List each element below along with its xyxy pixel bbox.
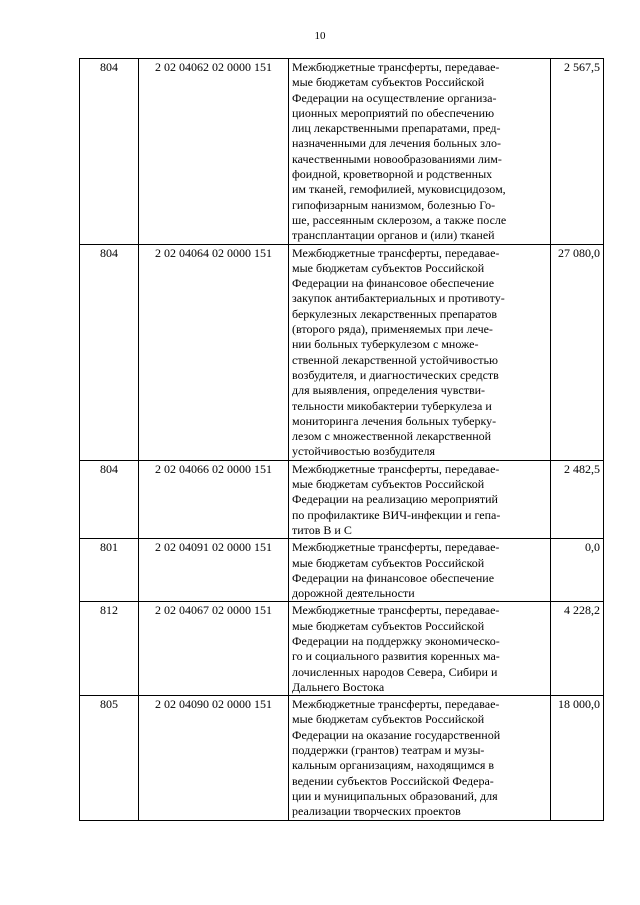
description-line: (второго ряда), применяемых при лече- — [292, 322, 493, 337]
amount-cell: 27 080,0 — [551, 244, 604, 460]
page-number: 10 — [314, 30, 326, 42]
budget-code-cell: 2 02 04064 02 0000 151 — [139, 244, 289, 460]
description-line: гипофизарным нанизмом, болезнью Го- — [292, 197, 496, 212]
amount-cell: 2 567,5 — [551, 59, 604, 245]
table-row — [80, 696, 604, 820]
description-line: мые бюджетам субъектов Российской — [292, 618, 485, 633]
description-line: Федерации на финансовое обеспечение — [292, 276, 495, 291]
table-row — [80, 539, 604, 602]
description-line: го и социального развития коренных ма- — [292, 649, 500, 664]
description-cell — [289, 244, 551, 460]
description-cell — [289, 460, 551, 538]
description-line: мые бюджетам субъектов Российской — [292, 477, 485, 492]
description-line: Межбюджетные трансферты, передавае- — [292, 60, 500, 74]
description-line: Федерации на оказание государственной — [292, 727, 501, 742]
description-line: реализации творческих проектов — [292, 804, 461, 819]
budget-code-cell: 2 02 04091 02 0000 151 — [139, 539, 289, 602]
admin-code-cell: 804 — [80, 244, 139, 460]
description-line: нии больных туберкулезом с множе- — [292, 337, 479, 352]
description-line: Федерации на реализацию мероприятий — [292, 492, 498, 507]
description-line: назначенными для лечения больных зло- — [292, 136, 502, 151]
description-line: ственной лекарственной устойчивостью — [292, 352, 498, 367]
table-row — [80, 59, 604, 245]
description-line: лочисленных народов Севера, Сибири и — [292, 664, 498, 679]
description-line: им тканей, гемофилией, муковисцидозом, — [292, 182, 506, 197]
admin-code-cell: 801 — [80, 539, 139, 602]
description-line: беркулезных лекарственных препаратов — [292, 306, 498, 321]
admin-code-cell: 812 — [80, 602, 139, 696]
description-line: мониторинга лечения больных туберку- — [292, 413, 497, 428]
description-line: Федерации на осуществление организа- — [292, 90, 497, 105]
description-line: кальным организациям, находящимся в — [292, 758, 495, 773]
description-line: ции и муниципальных образований, для — [292, 788, 498, 803]
description-line: поддержки (грантов) театрам и музы- — [292, 743, 485, 758]
description-line: Дальнего Востока — [292, 679, 385, 694]
description-line: по профилактике ВИЧ-инфекции и гепа- — [292, 507, 501, 522]
description-line: фоидной, кроветворной и родственных — [292, 167, 493, 182]
description-cell — [289, 696, 551, 820]
description-line: мые бюджетам субъектов Российской — [292, 260, 485, 275]
description-line: лиц лекарственными препаратами, пред- — [292, 121, 501, 136]
table-row — [80, 244, 604, 460]
description-line: Межбюджетные трансферты, передавае- — [292, 245, 500, 260]
description-line: ше, рассеянным склерозом, а также после — [292, 212, 507, 227]
admin-code-cell: 805 — [80, 696, 139, 820]
description-line: мые бюджетам субъектов Российской — [292, 555, 485, 570]
description-line: ционных мероприятий по обеспечению — [292, 105, 495, 120]
description-line: Федерации на поддержку экономическо- — [292, 633, 500, 648]
admin-code-cell: 804 — [80, 59, 139, 245]
description-line: качественными новообразованиями лим- — [292, 151, 502, 166]
description-line: ведении субъектов Российской Федера- — [292, 773, 494, 788]
description-cell — [289, 59, 551, 245]
description-line: устойчивостью возбудителя — [292, 444, 436, 459]
description-line: Межбюджетные трансферты, передавае- — [292, 540, 500, 555]
budget-code-cell: 2 02 04067 02 0000 151 — [139, 602, 289, 696]
description-line: для выявления, определения чувстви- — [292, 383, 486, 398]
budget-code-cell: 2 02 04090 02 0000 151 — [139, 696, 289, 820]
description-line: Межбюджетные трансферты, передавае- — [292, 461, 500, 476]
budget-table — [79, 58, 604, 821]
description-line: закупок антибактериальных и противоту- — [292, 291, 505, 306]
description-line: Межбюджетные трансферты, передавае- — [292, 603, 500, 618]
table-row — [80, 460, 604, 538]
description-cell — [289, 602, 551, 696]
budget-code-cell: 2 02 04062 02 0000 151 — [139, 59, 289, 245]
description-line: Межбюджетные трансферты, передавае- — [292, 697, 500, 712]
description-line: Федерации на финансовое обеспечение — [292, 570, 495, 585]
table-row — [80, 602, 604, 696]
amount-cell: 4 228,2 — [551, 602, 604, 696]
description-line: трансплантации органов и (или) тканей — [292, 228, 495, 243]
budget-code-cell: 2 02 04066 02 0000 151 — [139, 460, 289, 538]
amount-cell: 2 482,5 — [551, 460, 604, 538]
admin-code-cell: 804 — [80, 460, 139, 538]
description-line: тельности микобактерии туберкулеза и — [292, 398, 492, 413]
amount-cell: 18 000,0 — [551, 696, 604, 820]
description-cell — [289, 539, 551, 602]
description-line: дорожной деятельности — [292, 586, 415, 601]
description-line: возбудителя, и диагностических средств — [292, 367, 499, 382]
description-line: титов В и С — [292, 522, 352, 537]
budget-table-body — [80, 59, 604, 821]
description-line: мые бюджетам субъектов Российской — [292, 712, 485, 727]
amount-cell: 0,0 — [551, 539, 604, 602]
description-line: лезом с множественной лекарственной — [292, 429, 492, 444]
description-line: мые бюджетам субъектов Российской — [292, 75, 485, 90]
